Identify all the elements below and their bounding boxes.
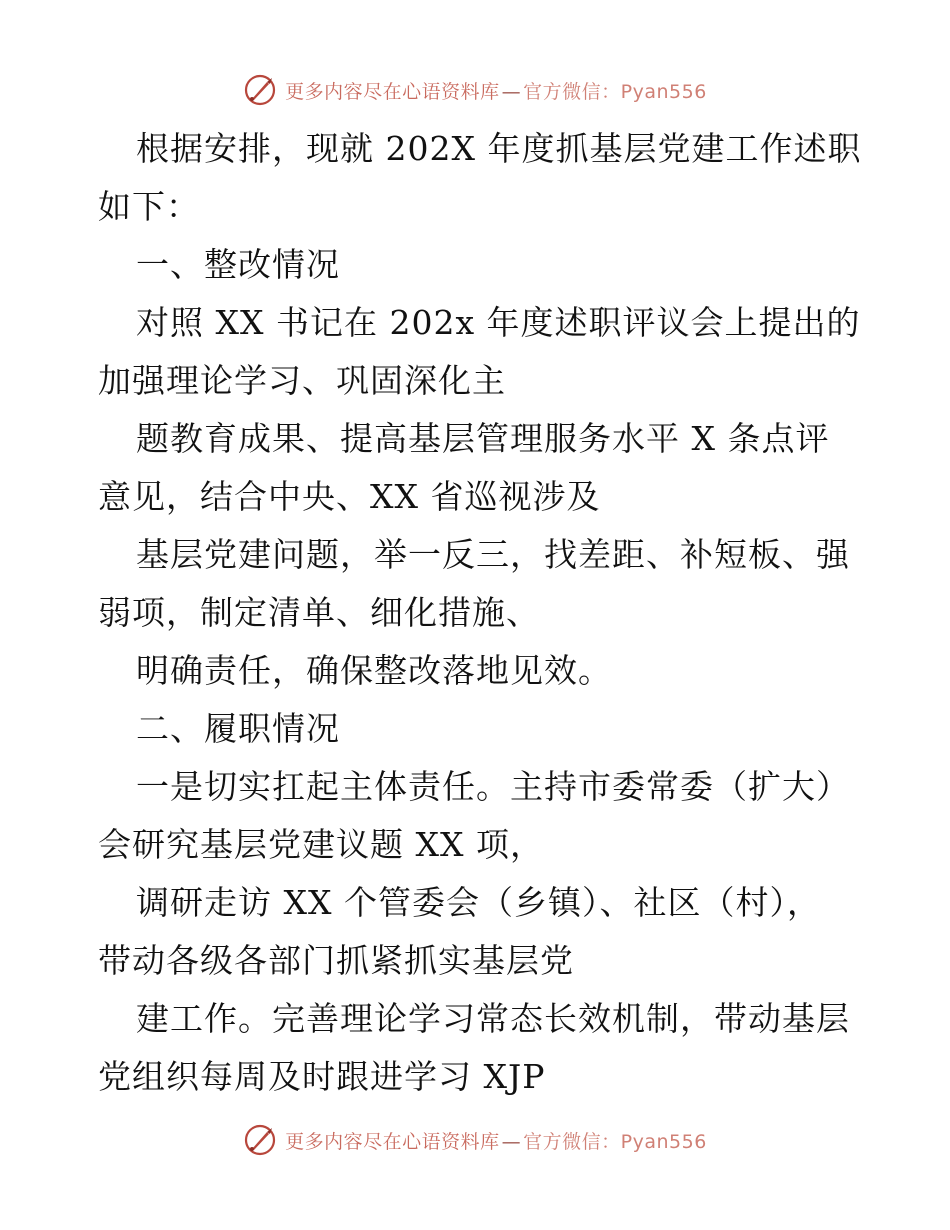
- banner-suffix: 官方微信：Pyan556: [523, 80, 707, 103]
- banner-text: [285, 77, 707, 104]
- banner-sep: —: [501, 80, 522, 103]
- body-line: 一是切实扛起主体责任。主持市委常委（扩大）: [136, 767, 850, 806]
- body-line: 加强理论学习、巩固深化主: [98, 361, 506, 400]
- body-line: 如下：: [98, 187, 200, 226]
- banner-text: [285, 1127, 707, 1154]
- banner-main: 更多内容尽在心语资料库: [285, 80, 500, 103]
- body-line: 调研走访 XX 个管委会（乡镇）、社区（村），: [136, 883, 821, 922]
- quill-pen-circle-icon: [243, 1123, 277, 1157]
- body-line: 意见，结合中央、XX 省巡视涉及: [98, 477, 601, 516]
- banner-suffix: 官方微信：Pyan556: [523, 1130, 707, 1153]
- header-banner: [0, 70, 950, 110]
- body-line: 对照 XX 书记在 202x 年度述职评议会上提出的: [136, 303, 861, 342]
- banner-main: 更多内容尽在心语资料库: [285, 1130, 500, 1153]
- body-line: 建工作。完善理论学习常态长效机制，带动基层: [136, 999, 850, 1038]
- body-line: 基层党建问题，举一反三，找差距、补短板、强: [136, 535, 850, 574]
- banner-sep: —: [501, 1130, 522, 1153]
- body-line: 明确责任，确保整改落地见效。: [136, 651, 612, 690]
- footer-banner: [0, 1120, 950, 1160]
- body-line: 根据安排，现就 202X 年度抓基层党建工作述职: [136, 129, 862, 168]
- body-line: 会研究基层党建议题 XX 项，: [98, 825, 544, 864]
- quill-pen-circle-icon: [243, 73, 277, 107]
- body-line: 一、整改情况: [136, 245, 340, 284]
- body-line: 题教育成果、提高基层管理服务水平 X 条点评: [136, 419, 830, 458]
- body-line: 党组织每周及时跟进学习 XJP: [98, 1057, 546, 1096]
- body-line: 二、履职情况: [136, 709, 340, 748]
- body-line: 带动各级各部门抓紧抓实基层党: [98, 941, 574, 980]
- document-body: [98, 120, 862, 1106]
- body-line: 弱项，制定清单、细化措施、: [98, 593, 540, 632]
